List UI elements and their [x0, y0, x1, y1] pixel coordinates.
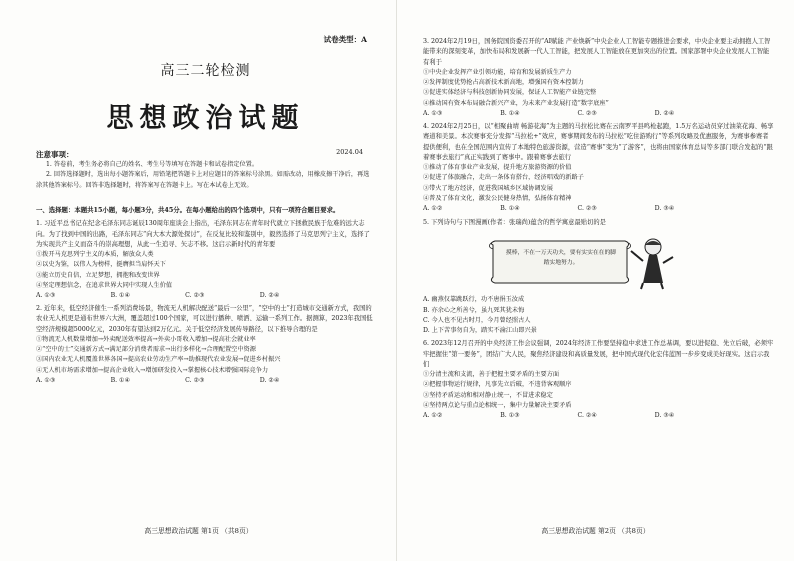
- q4-answer-a: A. ①②: [423, 204, 443, 212]
- q5-option-a: A. 幽燕仅靠跳跃行，功不唐捐玉汝成: [423, 296, 525, 304]
- q1-option-3: ③能立历史自信，立足梦想，拥抱和改变世界: [36, 271, 160, 279]
- q3-answer-a: A. ①③: [423, 109, 443, 117]
- q4-answer-d: D. ③④: [654, 204, 675, 212]
- q2-option-3: ③国内农业无人机覆盖世界各国→提高农业劳动生产率→助推现代农业发展→促进乡村振兴: [36, 356, 281, 364]
- q6-option-3: ③坚持矛盾运动和相对静止统一，不冒进求稳定: [423, 391, 553, 399]
- q1-answer-d: D. ②④: [259, 291, 280, 299]
- q1-answer-c: C. ②③: [185, 291, 205, 299]
- q4-answer-c: C. ②③: [577, 204, 597, 212]
- q2-answer-a: A. ①③: [36, 376, 56, 384]
- page-2-footer: 高三思想政治试题 第2页 （共8页）: [541, 527, 650, 535]
- question-5-stem: 5. 下列诗句与下图漫画(作者：张瑞尚)蕴含的哲学寓意最贴切的是: [423, 219, 606, 227]
- exam-title: 思想政治试题: [106, 103, 305, 134]
- q3-option-4: ④推动国有资本布局融合新兴产业，为未来产业发展打造“数字底座”: [423, 99, 609, 107]
- q2-option-2: ②“空中的士”交通新方式→满足部分消费者需求→出行多样化→合理配置空中资源: [36, 346, 256, 354]
- q2-option-1: ①物流无人机数量增加→外卖配送效率提高→外卖小哥收入增加→提高社会就业率: [36, 336, 256, 344]
- q4-option-4: ④普及了体育文化，激发公民健身热情，弘扬体育精神: [423, 194, 572, 202]
- q3-answer-c: C. ②③: [577, 109, 597, 117]
- page-1-footer: 高三思想政治试题 第1页 （共8页）: [144, 527, 253, 535]
- q2-answer-d: D. ②④: [259, 376, 280, 384]
- question-3-stem: 3. 2024年2月19日，国务院国资委召开的“AI赋能 产业焕新”中央企业人工智能专题推进会要求，中央企业要主动拥抱人工智能带来的深刻变革，加快布局和发展新一代人工智能，把发展人工智能放在更加突出的位置。国家部署中央企业发展人工智能有利于: [423, 38, 771, 66]
- q6-answer-a: A. ①②: [423, 411, 443, 419]
- q4-answer-b: B. ①④: [500, 204, 520, 212]
- q3-answer-d: D. ②④: [654, 109, 675, 117]
- notice-title: 注意事项：: [36, 150, 74, 159]
- q2-option-4: ④无人机市场需求增加→提高企业收入→增加研发投入→掌握核心技术增强国际竞争力: [36, 366, 269, 374]
- q3-option-2: ②发挥制度优势抢占高新技术新高地，增强国有资本控制力: [423, 79, 584, 87]
- q6-option-2: ②把握事物运行规律，凡事先立后破，不违背客观顺序: [423, 381, 572, 389]
- paper-type: 试卷类型：A: [323, 35, 367, 44]
- q6-answer-c: C. ②④: [577, 411, 597, 419]
- notice-1: 1. 答卷前，考生务必将自己的姓名、考生号等填写在答题卡和试卷指定位置。: [46, 161, 259, 168]
- q4-option-1: ①推动了体育事业产业发展，提升地方旅游资源的价值: [423, 164, 572, 172]
- q1-answer-b: B. ①④: [110, 291, 131, 299]
- q1-option-1: ①拨开马克思列宁主义的本质，解放众人类: [36, 251, 154, 259]
- q6-option-4: ④坚持两点论与重点论相统一，集中力量解决主要矛盾: [423, 401, 572, 409]
- section-one-heading: 一、选择题：本题共15小题，每小题3分，共45分。在每小题给出的四个选项中，只有一项符合题目要求。: [36, 206, 340, 215]
- q3-option-3: ③促进实体经济与科技创新协同发展，保证人工智能产业链完整: [423, 89, 597, 97]
- q4-answers: [423, 204, 774, 214]
- cartoon-caption: 摸棒，不在一万天功夫，要有实实在在的脚踏实地努力。: [505, 250, 617, 267]
- q5-option-b: B. 亦余心之所善兮，虽九死其犹未悔: [423, 306, 525, 314]
- q3-answer-b: B. ①④: [500, 109, 520, 117]
- exam-subtitle: 高三二轮检测: [160, 63, 251, 79]
- page-2: [397, 0, 794, 561]
- q5-option-c: C. 今人也不见古时月，今月曾经照古人: [423, 316, 531, 324]
- q4-option-2: ②促进了体旅融合，走出一条体育搭台，经济唱戏的新路子: [423, 174, 584, 182]
- q2-answer-c: C. ②③: [185, 376, 205, 384]
- q6-answer-d: D. ③④: [654, 411, 675, 419]
- question-4-stem: 4. 2024年2月25日，以“相聚曲靖 畅游花海”为主题的马拉松比赛在云南罗平县鸣枪起跑，1.5万名运动员穿过油菜花海、畅享赛道和美景。本次赛事充分发挥“马拉松+”效应，赛事期间发布的马拉松“吃住游购行”等系列攻略及优惠服务，为赛事参赛者提供便利，也在全国范围内宣传了本地特色旅游资源，营造“赛事”变为“了游客”，也将由国家体育总局等多部门联合发起的“跟着赛事去旅行”真正实践到了赛事中。跟着赛事去旅行: [423, 122, 774, 161]
- q3-option-1: ①中央企业发挥产业引领功能，培育和发展新质生产力: [423, 68, 572, 76]
- question-1-stem: 1. 习近平总书记在纪念毛泽东同志诞辰130周年座谈会上指出，毛泽东同志在青年时代就立下拯救民族于危难的远大志向。为了找到中国的出路，毛泽东同志“向大本大源处探讨”，在反复比较和鉴别中，毅然选择了马克思列宁主义，选择了为实现共产主义而奋斗的崇高理想，从此一生追寻、矢志不移。这启示新时代的青年要: [36, 220, 370, 248]
- q1-answer-a: A. ①③: [36, 291, 56, 299]
- question-2-stem: 2. 近年来，低空经济催生一系列消费场景，物流无人机解决配送“最后一公里”，“空中的士”打造城市交通新方式，我国的农业无人机更是通布世界六大洲，覆盖超过100个国家，可以进行播种、喷洒、运输一系列工作。据测算，2023年我国低空经济规模超5000亿元，2030年有望达到2万亿元。关于低空经济发展传导路径，以下推导合理的是: [36, 305, 373, 333]
- q5-option-d: D. 上下苦事勿自为，踏实不渝江山即兴景: [423, 327, 537, 335]
- q3-answers: [423, 109, 774, 119]
- cartoon-illustration: [485, 233, 675, 291]
- q6-answer-b: B. ①③: [500, 411, 520, 419]
- q6-answers: [423, 411, 774, 421]
- q6-option-1: ①分清主流和支流，善于把握主要矛盾的主要方面: [423, 371, 560, 379]
- question-6-stem: 6. 2023年12月召开的中央经济工作会议强调，2024年经济工作要坚持稳中求进工作总基调，要以进促稳、先立后破，必须牢牢把握住“第一要务”，团结广大人民，聚焦经济建设和高质量发展，把中国式现代化宏伟蓝图一步步变成美好现实。这启示我们: [423, 340, 774, 368]
- exam-date: 2024.04: [336, 148, 363, 156]
- q4-option-3: ③带火了地方经济，促进我国城乡区域协调发展: [423, 184, 553, 192]
- q2-answers: [36, 376, 375, 386]
- q1-option-2: ②以史为鉴，以伟人为榜样，挺膺担当肩怀天下: [36, 261, 166, 269]
- notice-2: 2. 回答选择题时，选出每小题答案后，用铅笔把答题卡上对应题目的答案标号涂黑。如需改动，用橡皮擦干净后，再选涂其他答案标号。回答非选择题时，将答案写在答题卡上。写在本试卷上无效。: [36, 171, 370, 189]
- q1-option-4: ④坚定理想信念，在追求世界大同中实现人生价值: [36, 281, 173, 289]
- q1-answers: [36, 291, 375, 301]
- q2-answer-b: B. ①④: [110, 376, 131, 384]
